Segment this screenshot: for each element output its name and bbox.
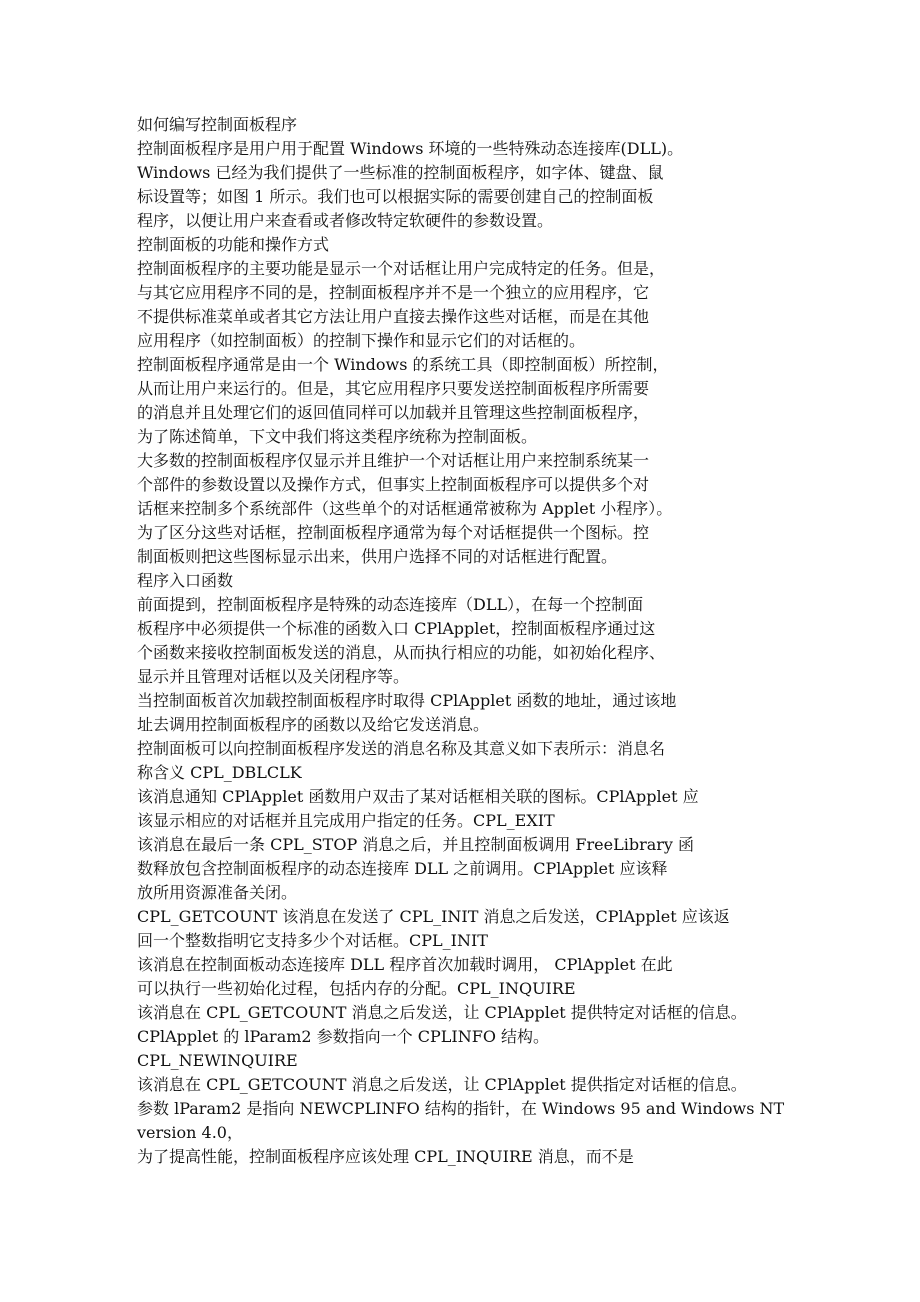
text-line: 回一个整数指明它支持多少个对话框。CPL_INIT	[137, 931, 488, 950]
text-line: 控制面板程序通常是由一个 Windows 的系统工具（即控制面板）所控制，	[137, 355, 669, 374]
text-line: 数释放包含控制面板程序的动态连接库 DLL 之前调用。CPlApplet 应该释	[137, 859, 668, 878]
text-line: 称含义 CPL_DBLCLK	[137, 763, 302, 782]
text-line: 与其它应用程序不同的是，控制面板程序并不是一个独立的应用程序，它	[137, 283, 650, 302]
text-line: CPL_NEWINQUIRE	[137, 1051, 298, 1070]
text-line: 该显示相应的对话框并且完成用户指定的任务。CPL_EXIT	[137, 811, 555, 830]
text-line: 控制面板程序是用户用于配置 Windows 环境的一些特殊动态连接库(DLL)。	[137, 139, 684, 158]
text-line: 为了陈述简单，下文中我们将这类程序统称为控制面板。	[137, 427, 538, 446]
text-line: 程序入口函数	[137, 571, 234, 590]
text-line: 当控制面板首次加载控制面板程序时取得 CPlApplet 函数的地址，通过该地	[137, 691, 677, 710]
text-line: 程序，以便让用户来查看或者修改特定软硬件的参数设置。	[137, 211, 554, 230]
text-line: 参数 lParam2 是指向 NEWCPLINFO 结构的指针，在 Windows 95 and Windows NT	[137, 1099, 785, 1118]
text-line: 话框来控制多个系统部件（这些单个的对话框通常被称为 Applet 小程序）。	[137, 499, 673, 518]
text-line: 该消息在控制面板动态连接库 DLL 程序首次加载时调用， CPlApplet 在此	[137, 955, 673, 974]
text-line: 该消息通知 CPlApplet 函数用户双击了某对话框相关联的图标。CPlApplet 应	[137, 787, 699, 806]
text-line: 制面板则把这些图标显示出来，供用户选择不同的对话框进行配置。	[137, 547, 618, 566]
text-line: 从而让用户来运行的。但是，其它应用程序只要发送控制面板程序所需要	[137, 379, 650, 398]
text-line: 显示并且管理对话框以及关闭程序等。	[137, 667, 410, 686]
text-line: CPL_GETCOUNT 该消息在发送了 CPL_INIT 消息之后发送，CPlApplet 应该返	[137, 907, 730, 926]
text-line: 个函数来接收控制面板发送的消息，从而执行相应的功能，如初始化程序、	[137, 643, 666, 662]
text-line: 放所用资源准备关闭。	[137, 883, 298, 902]
text-line: 控制面板可以向控制面板程序发送的消息名称及其意义如下表所示：消息名	[137, 739, 666, 758]
text-line: version 4.0，	[137, 1123, 243, 1142]
text-line: CPlApplet 的 lParam2 参数指向一个 CPLINFO 结构。	[137, 1027, 550, 1046]
text-line: 为了区分这些对话框，控制面板程序通常为每个对话框提供一个图标。控	[137, 523, 650, 542]
text-line: 标设置等；如图 1 所示。我们也可以根据实际的需要创建自己的控制面板	[137, 187, 654, 206]
text-line: 大多数的控制面板程序仅显示并且维护一个对话框让用户来控制系统某一	[137, 451, 650, 470]
text-line: 该消息在 CPL_GETCOUNT 消息之后发送，让 CPlApplet 提供指定对话框的信息。	[137, 1075, 747, 1094]
text-line: 址去调用控制面板程序的函数以及给它发送消息。	[137, 715, 490, 734]
text-line: 板程序中必须提供一个标准的函数入口 CPlApplet，控制面板程序通过这	[137, 619, 656, 638]
text-line: 控制面板的功能和操作方式	[137, 235, 330, 254]
text-line: 该消息在最后一条 CPL_STOP 消息之后，并且控制面板调用 FreeLibrary 函	[137, 835, 695, 854]
text-line: 前面提到，控制面板程序是特殊的动态连接库（DLL），在每一个控制面	[137, 595, 644, 614]
text-line: 不提供标准菜单或者其它方法让用户直接去操作这些对话框，而是在其他	[137, 307, 650, 326]
text-line: 该消息在 CPL_GETCOUNT 消息之后发送，让 CPlApplet 提供特定对话框的信息。	[137, 1003, 747, 1022]
text-line: 个部件的参数设置以及操作方式，但事实上控制面板程序可以提供多个对	[137, 475, 650, 494]
text-line: 控制面板程序的主要功能是显示一个对话框让用户完成特定的任务。但是，	[137, 259, 666, 278]
text-line: 可以执行一些初始化过程，包括内存的分配。CPL_INQUIRE	[137, 979, 576, 998]
text-line: 如何编写控制面板程序	[137, 115, 298, 134]
document-body	[137, 113, 787, 1169]
text-line: 应用程序（如控制面板）的控制下操作和显示它们的对话框的。	[137, 331, 586, 350]
text-line: Windows 已经为我们提供了一些标准的控制面板程序，如字体、键盘、鼠	[137, 163, 664, 182]
text-line: 的消息并且处理它们的返回值同样可以加载并且管理这些控制面板程序，	[137, 403, 650, 422]
text-line: 为了提高性能，控制面板程序应该处理 CPL_INQUIRE 消息，而不是	[137, 1147, 634, 1166]
